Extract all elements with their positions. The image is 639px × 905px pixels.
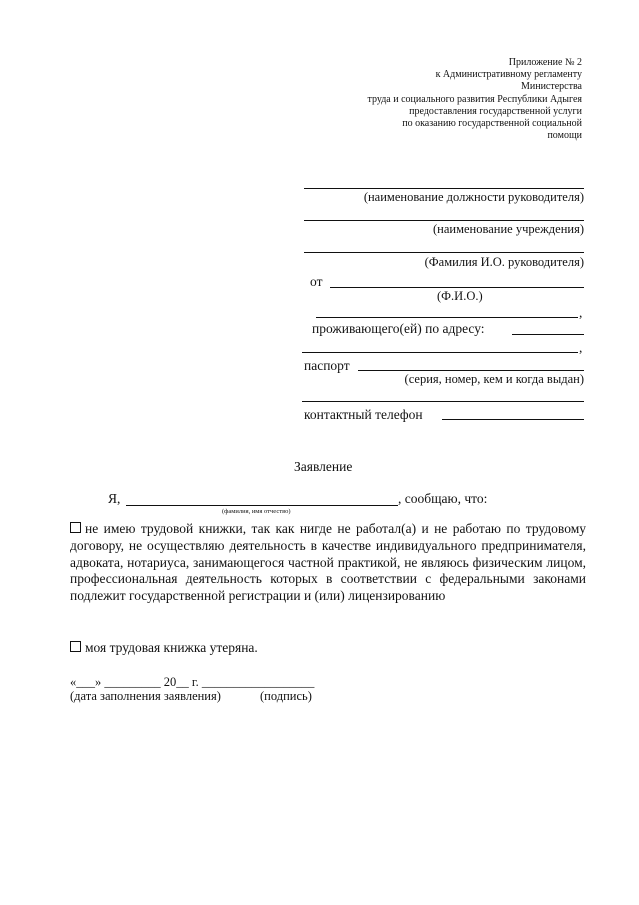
name-caption: (фамилия, имя отчество) <box>222 508 291 515</box>
appendix-line: Приложение № 2 <box>508 57 582 68</box>
applicant-name-field-line[interactable] <box>330 287 584 288</box>
checkbox-no-workbook[interactable] <box>70 522 81 533</box>
comma: , <box>579 340 583 355</box>
appendix-line: к Административному регламенту <box>435 69 582 81</box>
checkbox-workbook-lost[interactable] <box>70 641 81 652</box>
applicant-full-name-field-line[interactable] <box>126 505 398 506</box>
option-no-workbook <box>70 521 586 605</box>
option-workbook-lost-text: моя трудовая книжка утеряна. <box>85 640 258 655</box>
from-label: от <box>310 274 323 289</box>
option-no-workbook-text: не имею трудовой книжки, так как нигде не работал(а) и не работаю по трудовому договору, не осуществляю деятельность в качестве индивидуального предпринимателя, адвоката, нотариуса, занимающегося частной практикой, не являюсь физическим лицом, профессиональная деятельность которых в соответствии с федеральными законами подлежит государственной регистрации и (или) лицензированию <box>70 521 586 604</box>
address-label: проживающего(ей) по адресу: <box>312 321 485 336</box>
passport-label: паспорт <box>304 358 350 373</box>
phone-field-line[interactable] <box>442 419 584 420</box>
sign-caption: (подпись) <box>260 689 312 703</box>
i-label: Я, <box>108 491 121 506</box>
statement-title: Заявление <box>294 459 353 474</box>
appendix-line: предоставления государственной услуги <box>409 105 582 117</box>
comma: , <box>579 305 583 320</box>
passport-caption: (серия, номер, кем и когда выдан) <box>404 372 584 386</box>
appendix-line: по оказанию государственной социальной <box>402 118 582 130</box>
appendix-line: Министерства <box>520 81 582 93</box>
position-field-line[interactable] <box>304 188 584 189</box>
fio-caption: (Ф.И.О.) <box>437 289 483 303</box>
date-signature-line: «___» _________ 20__ г. __________________ <box>70 675 315 689</box>
head-name-caption: (Фамилия И.О. руководителя) <box>424 255 584 269</box>
option-workbook-lost <box>70 640 258 656</box>
passport-field-line-2[interactable] <box>302 401 584 402</box>
appendix-line: помощи <box>547 130 582 142</box>
passport-field-line[interactable] <box>358 370 584 371</box>
institution-caption: (наименование учреждения) <box>433 222 584 236</box>
address-field-line-2[interactable] <box>302 352 578 353</box>
report-text: , сообщаю, что: <box>398 491 488 506</box>
head-name-field-line[interactable] <box>304 252 584 253</box>
institution-field-line[interactable] <box>304 220 584 221</box>
position-caption: (наименование должности руководителя) <box>363 190 584 204</box>
appendix-header <box>322 57 582 142</box>
address-field-line[interactable] <box>512 334 584 335</box>
applicant-name-field-line-2[interactable] <box>316 317 578 318</box>
appendix-line: труда и социального развития Республики Адыгея <box>367 93 582 105</box>
phone-label: контактный телефон <box>304 407 423 422</box>
date-caption: (дата заполнения заявления) <box>70 689 221 703</box>
